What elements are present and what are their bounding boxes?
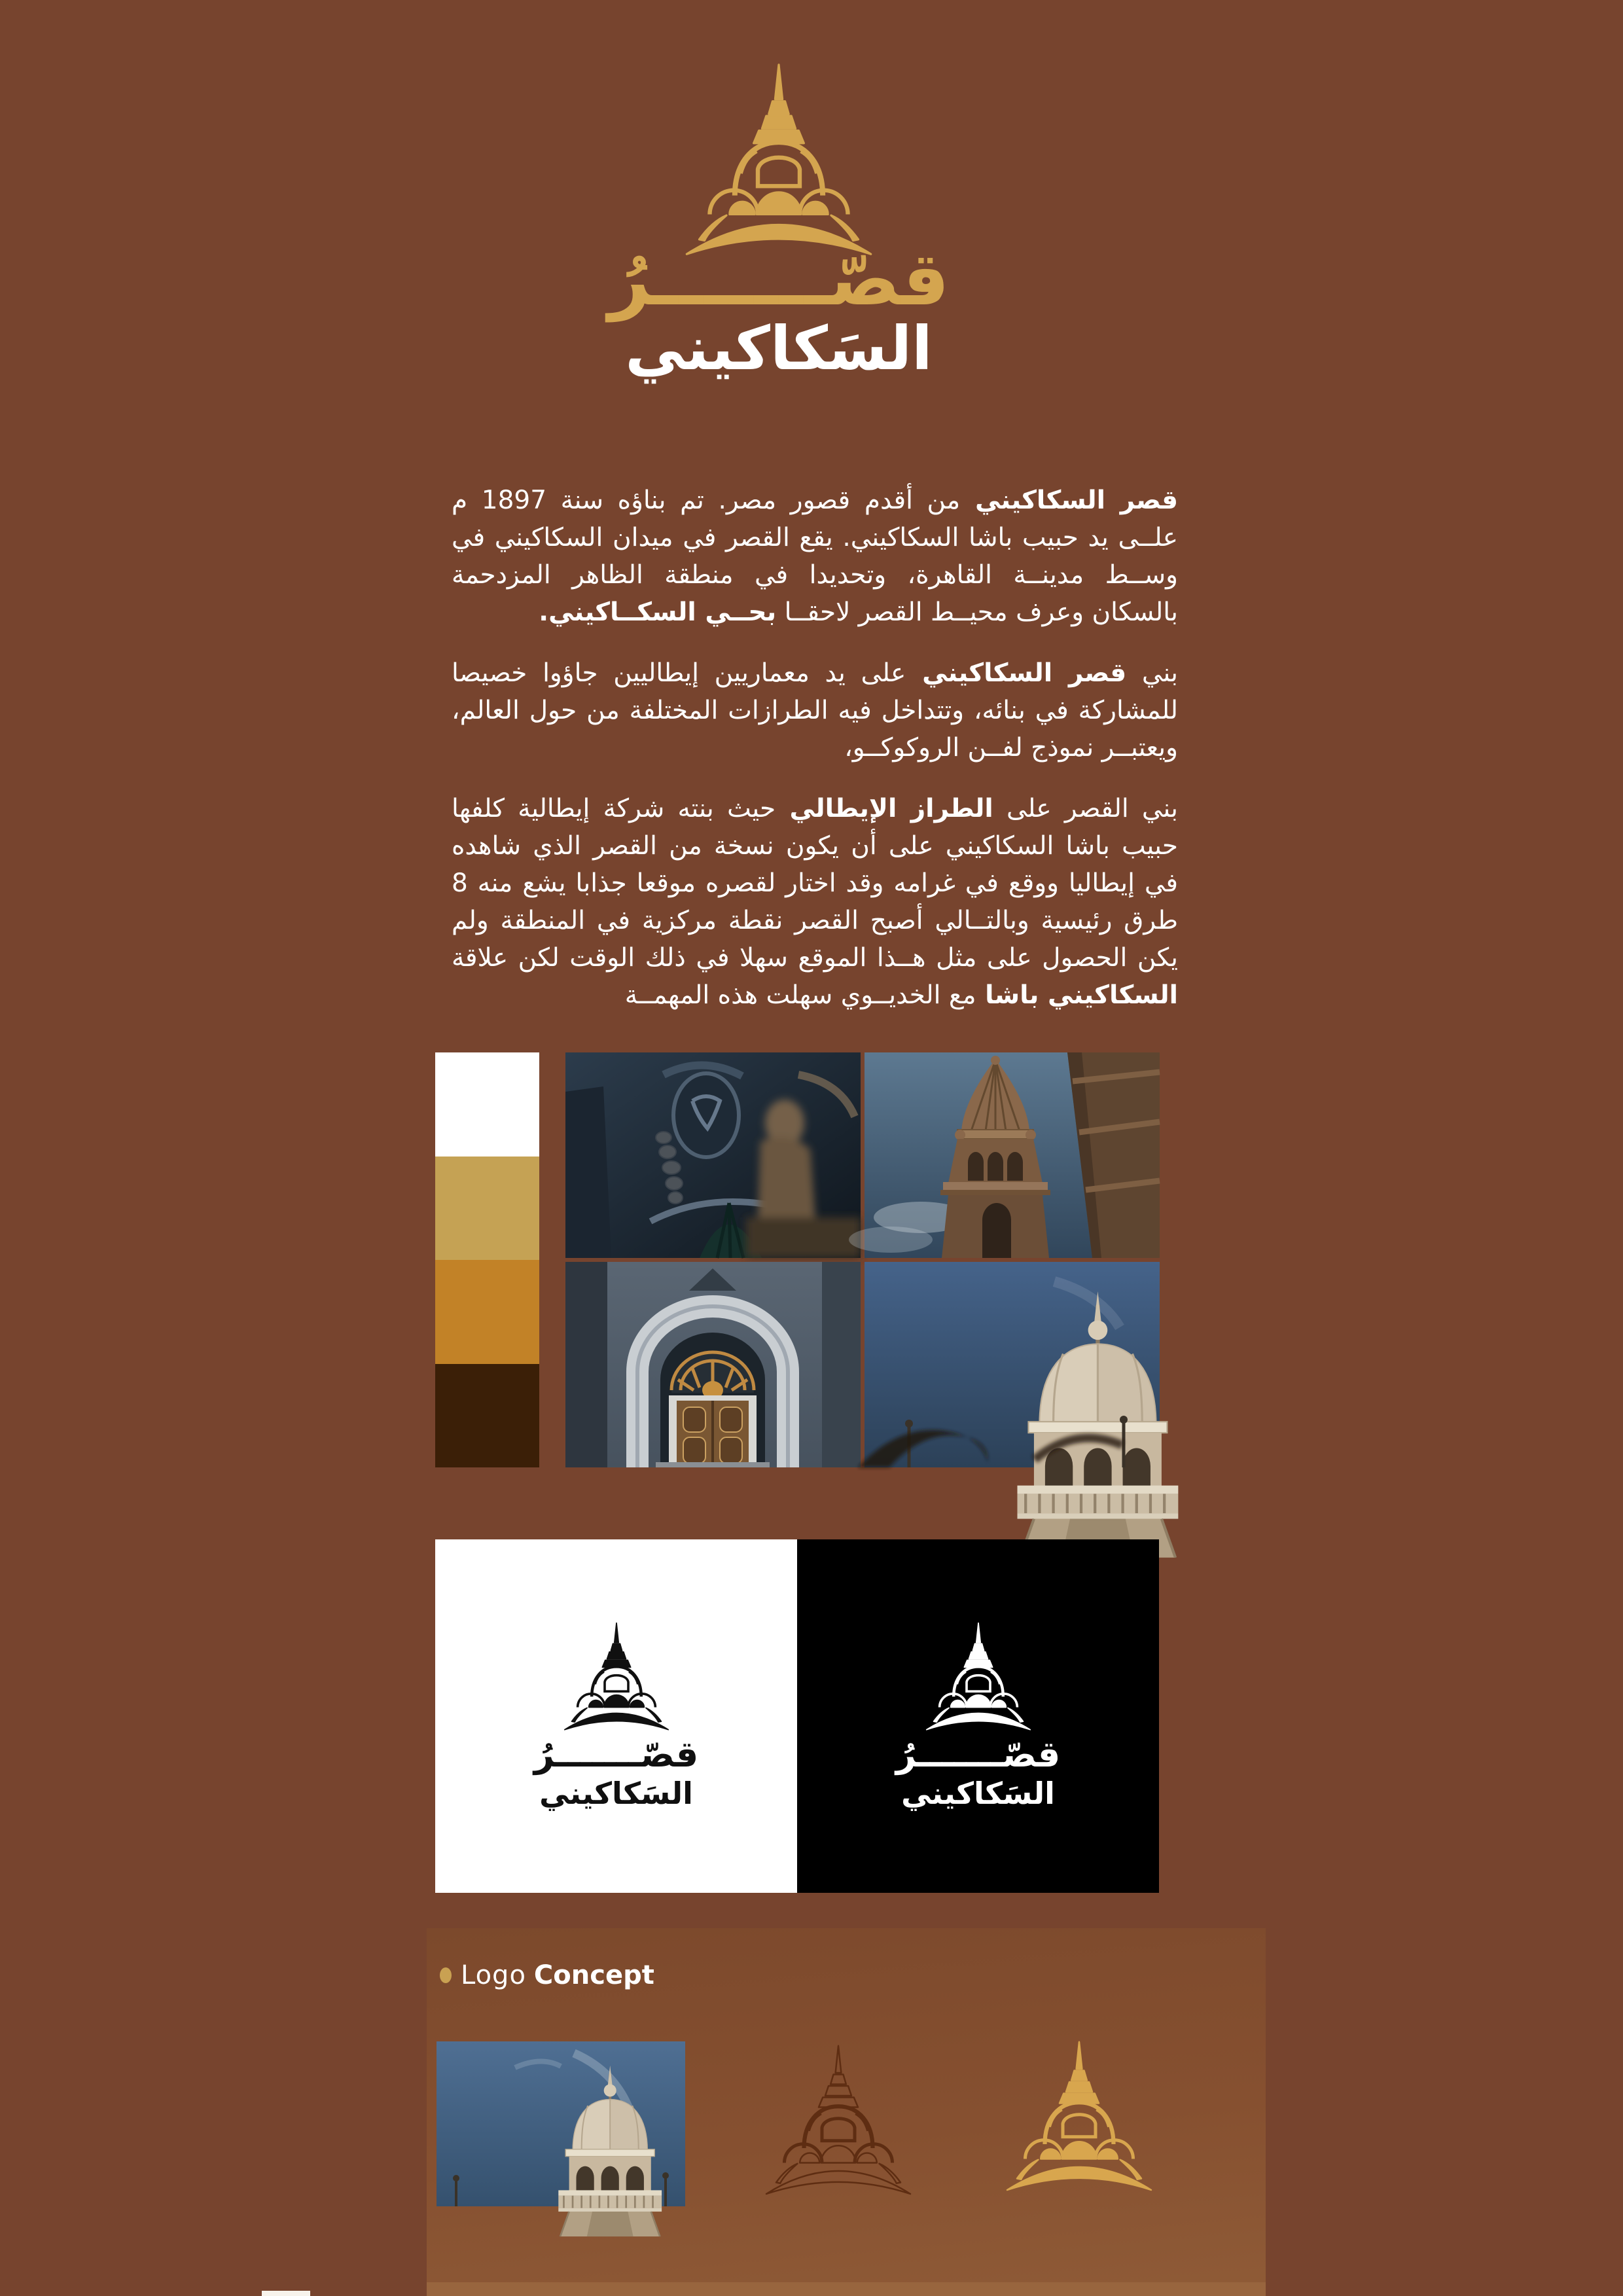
palette-swatch-dark-brown (435, 1364, 539, 1468)
logo-variant-cards (435, 1539, 1159, 1893)
palette-swatch-white (435, 1052, 539, 1157)
arched-door-photo (565, 1262, 861, 1467)
brand-wordmark-bottom: السَكاكيني (901, 1776, 1055, 1812)
logo-concept-label (440, 1962, 654, 1988)
concept-reference-photo (437, 2041, 685, 2206)
palette-swatch-tan-gold (435, 1157, 539, 1261)
brown-turret-photo (865, 1052, 1160, 1258)
intro-paragraph: قصر السكاكيني من أقدم قصور مصر. تم بناؤه سنة 1897 م علــى يد حبيب باشا السكاكيني. يقع القصر في ميدان السكاكيني في وســط مدينــة القاهرة، وتحديدا في منطقة الظاهر المزدحمة بالسكان وعرف محيــط القصر لاحقــا بحــي السكــاكيني. (452, 486, 1178, 627)
logo-card-white (435, 1539, 797, 1893)
dome-icon (558, 1621, 675, 1734)
concept-label-bold: Concept (533, 1960, 654, 1990)
concept-line-sketch (757, 2043, 920, 2200)
intro-paragraphs (452, 482, 1178, 1037)
panel-bottom-strip (427, 2282, 1266, 2296)
dome-icon (919, 1621, 1037, 1734)
white-dome-photo (865, 1262, 1160, 1467)
intro-paragraph: بني قصر السكاكيني على يد معماريين إيطاليين جاؤوا خصيصا للمشاركة في بنائه، وتتداخل فيه الطرازات المختلفة من حول العالم، ويعتبــر نموذج لفــن الروكوكــو، (452, 658, 1178, 762)
palace-photo-grid (565, 1052, 1160, 1467)
brand-wordmark-top: قصّـــــــرُ (533, 1734, 699, 1775)
palette-swatch-amber-gold (435, 1260, 539, 1364)
brand-color-palette (435, 1052, 539, 1467)
brand-wordmark-top: قصّـــــــرُ (608, 237, 950, 322)
dome-icon (674, 62, 883, 262)
next-section-sliver (262, 2291, 310, 2296)
logo-card-black (797, 1539, 1159, 1893)
intro-paragraph: بني القصر على الطراز الإيطالي حيث بنته شركة إيطالية كلفها حبيب باشا السكاكيني على أن يكون نسخة من القصر الذي شاهده في إيطاليا ووقع في غرامه وقد اختار لقصره موقعا جذابا يشع منه 8 طرق رئيسية وبالتــالي أصبح القصر نقطة مركزية في المنطقة ولم يكن الحصول على مثل هــذا الموقع سهلا في ذلك الوقت لكن علاقة السكاكيني باشا مع الخديــوي سهلت هذه المهمــة (452, 794, 1178, 1010)
concept-gold-logo (997, 2039, 1161, 2197)
brand-wordmark-top: قصّـــــــرُ (895, 1734, 1061, 1775)
concept-label-light: Logo (461, 1960, 526, 1990)
logo-concept-section (427, 1928, 1266, 2296)
facade-ornament-photo (565, 1052, 861, 1258)
bullet-icon (440, 1967, 452, 1983)
brand-wordmark-bottom: السَكاكيني (539, 1776, 693, 1812)
brand-wordmark-bottom: السَكاكيني (625, 314, 933, 384)
